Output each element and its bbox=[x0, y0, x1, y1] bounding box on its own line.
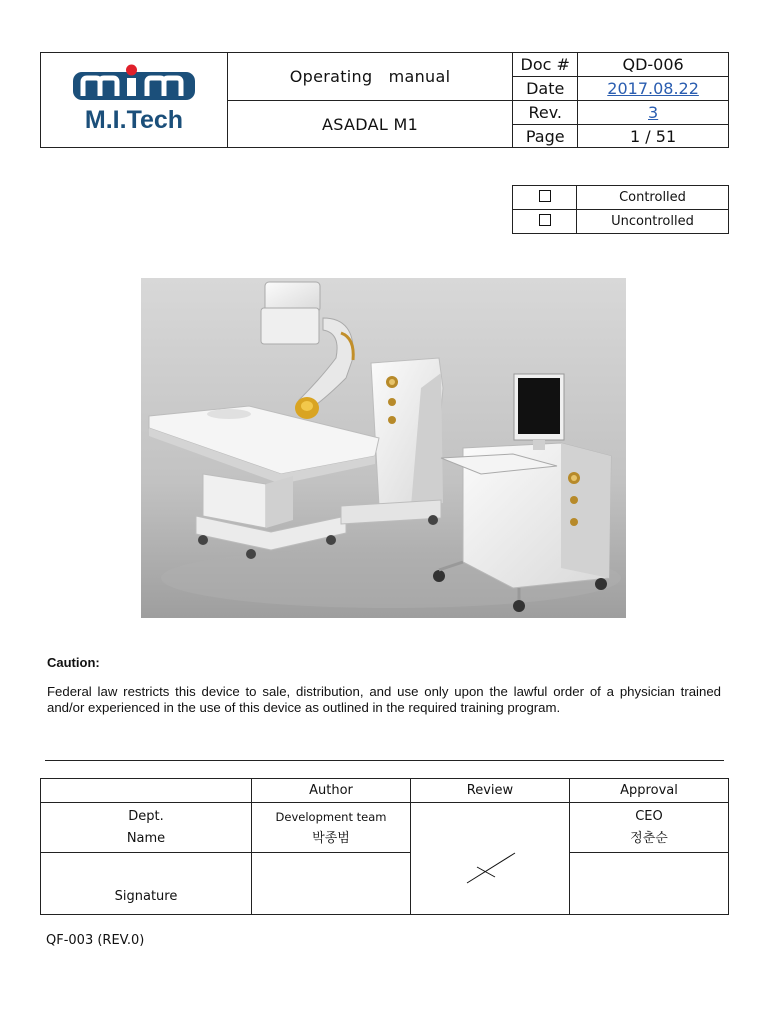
copy-control-table bbox=[512, 185, 729, 234]
caution-heading: Caution: bbox=[47, 655, 100, 670]
approval-name: 정춘순 bbox=[630, 830, 668, 846]
approval-dept: CEO bbox=[635, 808, 663, 824]
doc-number-label: Doc # bbox=[513, 53, 578, 77]
caution-text: Federal law restricts this device to sale, distribution, and use only upon the lawful order of a physician trained and/or experienced in the use of this device as outlined in the required training program. bbox=[47, 684, 721, 715]
manual-title: Operating manual bbox=[227, 53, 513, 101]
approval-info-cell bbox=[570, 803, 729, 853]
signature-label: Signature bbox=[114, 889, 178, 904]
signature-label-cell bbox=[41, 853, 252, 915]
product-name: ASADAL M1 bbox=[227, 101, 513, 148]
page-value: 1 / 51 bbox=[578, 125, 729, 148]
author-signature-cell[interactable] bbox=[252, 853, 411, 915]
author-name: 박종범 bbox=[312, 830, 350, 846]
logo-text: M.I.Tech bbox=[84, 106, 183, 134]
uncontrolled-checkbox-cell[interactable] bbox=[513, 210, 577, 234]
signoff-corner-cell bbox=[41, 779, 252, 803]
revision-value-link[interactable]: 3 bbox=[648, 103, 659, 122]
date-value-link[interactable]: 2017.08.22 bbox=[607, 79, 699, 98]
controlled-checkbox[interactable] bbox=[539, 190, 551, 202]
author-dept: Development team bbox=[275, 809, 387, 824]
review-cell bbox=[411, 803, 570, 915]
date-value-cell bbox=[578, 77, 729, 101]
uncontrolled-label: Uncontrolled bbox=[577, 210, 729, 234]
author-info-cell bbox=[252, 803, 411, 853]
col-author-header: Author bbox=[252, 779, 411, 803]
col-review-header: Review bbox=[411, 779, 570, 803]
dept-label: Dept. bbox=[128, 808, 164, 824]
revision-value-cell bbox=[578, 101, 729, 125]
controlled-checkbox-cell[interactable] bbox=[513, 186, 577, 210]
section-divider bbox=[45, 760, 724, 761]
review-strike-mark bbox=[411, 803, 569, 913]
signoff-table bbox=[40, 778, 729, 915]
product-photo bbox=[141, 278, 626, 618]
doc-number-value: QD-006 bbox=[578, 53, 729, 77]
approval-signature-cell[interactable] bbox=[570, 853, 729, 915]
col-approval-header: Approval bbox=[570, 779, 729, 803]
page-label: Page bbox=[513, 125, 578, 148]
date-label: Date bbox=[513, 77, 578, 101]
controlled-label: Controlled bbox=[577, 186, 729, 210]
logo-cell bbox=[41, 53, 228, 148]
revision-label: Rev. bbox=[513, 101, 578, 125]
mitech-logo-icon bbox=[69, 62, 199, 134]
name-label: Name bbox=[126, 830, 166, 846]
document-header-grid bbox=[40, 52, 729, 148]
uncontrolled-checkbox[interactable] bbox=[539, 214, 551, 226]
form-code: QF-003 (REV.0) bbox=[46, 933, 145, 948]
dept-name-label-cell bbox=[41, 803, 252, 853]
